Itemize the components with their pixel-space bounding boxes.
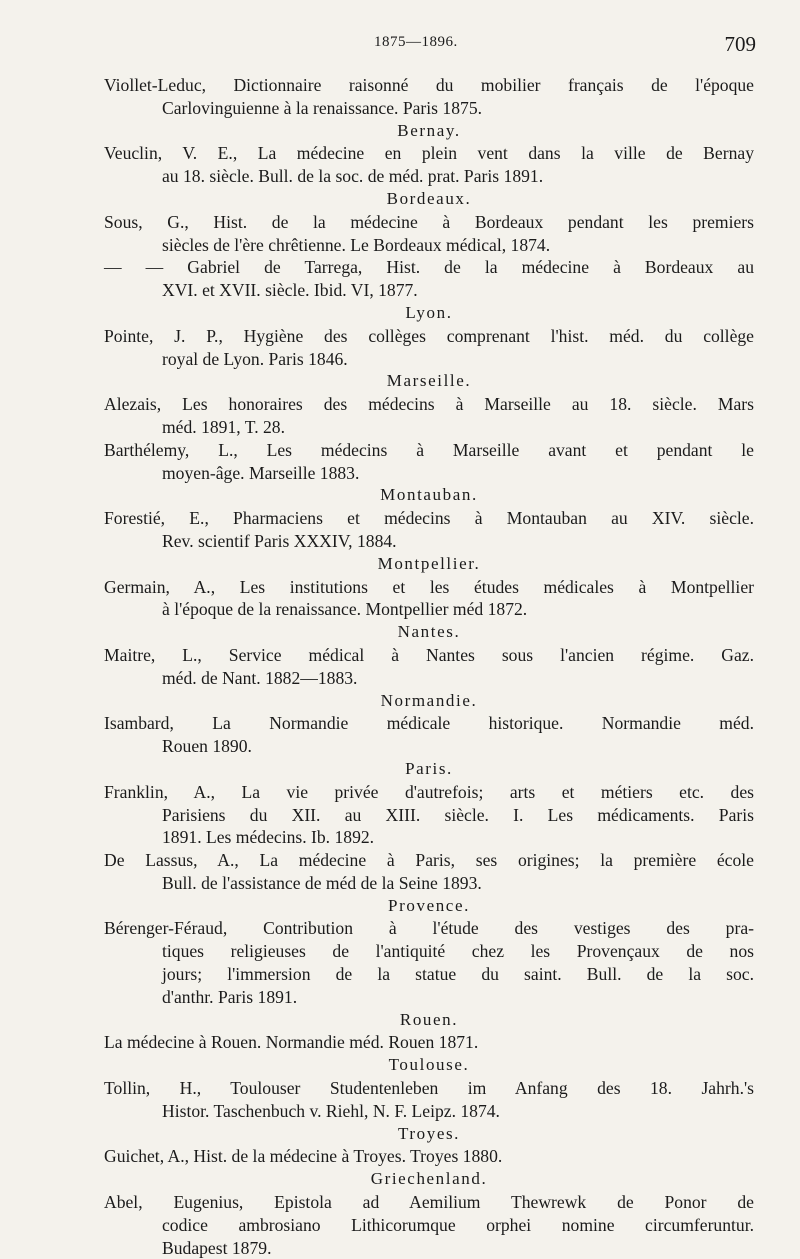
bibliography-entry: Bérenger-Féraud, Contribution à l'étude des vestiges des pra- [104,918,754,939]
page-header [104,30,756,60]
bibliography-entry-continuation: Parisiens du XII. au XIII. siècle. I. Les médicaments. Paris [162,804,754,825]
bibliography-entry: Germain, A., Les institutions et les études médicales à Montpellier [104,576,754,597]
section-heading: Griechenland. [370,1169,488,1189]
section-heading: Provence. [388,895,470,915]
bibliography-entry: Veuclin, V. E., La médecine en plein vent dans la ville de Bernay [104,143,754,164]
bibliography-entry-continuation: Rev. scientif Paris XXXIV, 1884. [162,530,397,551]
bibliography-entry-continuation: moyen-âge. Marseille 1883. [162,462,360,483]
bibliography-entry: La médecine à Rouen. Normandie méd. Rouen 1871. [104,1032,479,1053]
bibliography-entry-continuation: jours; l'immersion de la statue du saint. Bull. de la soc. [162,964,754,985]
bibliography-body [104,74,754,1259]
bibliography-entry-continuation: royal de Lyon. Paris 1846. [162,348,348,369]
section-heading: Lyon. [405,302,453,322]
bibliography-entry: Tollin, H., Toulouser Studentenleben im Anfang des 18. Jahrh.'s [104,1078,754,1099]
bibliography-entry: Franklin, A., La vie privée d'autrefois; arts et métiers etc. des [104,781,754,802]
section-heading: Rouen. [399,1009,459,1029]
bibliography-entry-continuation: XVI. et XVII. siècle. Ibid. VI, 1877. [162,280,418,301]
section-heading: Troyes. [397,1123,461,1143]
bibliography-entry-continuation: tiques religieuses de l'antiquité chez les Provençaux de nos [162,941,754,962]
bibliography-entry-continuation: à l'époque de la renaissance. Montpellier méd 1872. [162,599,528,620]
bibliography-entry-continuation: 1891. Les médecins. Ib. 1892. [162,827,375,848]
bibliography-entry: Forestié, E., Pharmaciens et médecins à Montauban au XIV. siècle. [104,508,754,529]
bibliography-entry: Barthélemy, L., Les médecins à Marseille avant et pendant le [104,439,754,460]
section-heading: Marseille. [386,371,472,391]
bibliography-entry: Guichet, A., Hist. de la médecine à Troyes. Troyes 1880. [104,1146,503,1167]
section-heading: Bordeaux. [386,188,472,208]
bibliography-entry: Abel, Eugenius, Epistola ad Aemilium Thewrewk de Ponor de [104,1192,754,1213]
bibliography-entry: — — Gabriel de Tarrega, Hist. de la médecine à Bordeaux au [104,257,754,278]
section-heading: Bernay. [397,120,461,140]
bibliography-entry-continuation: Histor. Taschenbuch v. Riehl, N. F. Leipz. 1874. [162,1100,500,1121]
page-number: 709 [724,32,756,56]
bibliography-entry-continuation: codice ambrosiano Lithicorumque orphei nomine circumferuntur. [162,1214,754,1235]
section-heading: Nantes. [397,622,461,642]
section-heading: Montpellier. [377,553,481,573]
section-heading: Toulouse. [388,1055,470,1075]
section-heading: Paris. [405,758,453,778]
bibliography-entry-continuation: Carlovinguienne à la renaissance. Paris 1875. [162,97,483,118]
bibliography-entry: Alezais, Les honoraires des médecins à Marseille au 18. siècle. Mars [104,394,754,415]
bibliography-entry: Pointe, J. P., Hygiène des collèges comprenant l'hist. méd. du collège [104,325,754,346]
bibliography-entry-continuation: méd. 1891, T. 28. [162,416,285,437]
bibliography-entry-continuation: Rouen 1890. [162,736,252,757]
bibliography-entry: Isambard, La Normandie médicale historique. Normandie méd. [104,713,754,734]
bibliography-entry: De Lassus, A., La médecine à Paris, ses origines; la première école [104,850,754,871]
bibliography-entry-continuation: au 18. siècle. Bull. de la soc. de méd. prat. Paris 1891. [162,166,544,187]
running-head: 1875—1896. [374,34,458,50]
bibliography-entry: Viollet-Leduc, Dictionnaire raisonné du mobilier français de l'époque [104,75,754,95]
section-heading: Normandie. [380,690,478,710]
bibliography-entry-continuation: d'anthr. Paris 1891. [162,986,298,1007]
bibliography-entry: Maitre, L., Service médical à Nantes sous l'ancien régime. Gaz. [104,644,754,665]
section-heading: Montauban. [380,485,478,505]
bibliography-entry-continuation: méd. de Nant. 1882—1883. [162,667,358,688]
bibliography-entry: Sous, G., Hist. de la médecine à Bordeaux pendant les premiers [104,211,754,232]
bibliography-entry-continuation: Bull. de l'assistance de méd de la Seine 1893. [162,872,482,893]
bibliography-entry-continuation: Budapest 1879. [162,1237,272,1258]
bibliography-entry-continuation: siècles de l'ère chrêtienne. Le Bordeaux médical, 1874. [162,234,551,255]
